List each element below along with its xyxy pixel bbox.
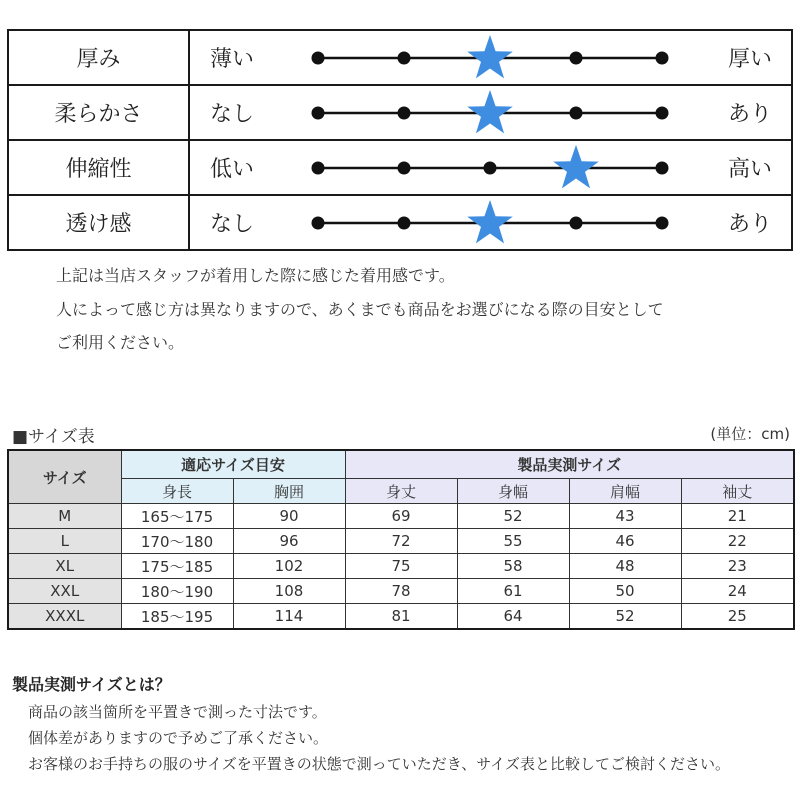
scale-dot [398,107,411,120]
table-cell: 25 [681,604,794,630]
table-cell: 43 [569,504,681,529]
feel-row-sheerness [9,196,791,249]
table-cell: 185〜195 [121,604,233,630]
scale-dot [398,217,411,230]
feel-row-stretch [9,141,791,194]
table-cell: 114 [233,604,345,630]
table-cell: 78 [345,579,457,604]
scale-dot [656,162,669,175]
star-icon [553,145,599,188]
table-cell: 69 [345,504,457,529]
scale-dot [656,107,669,120]
star-icon [467,200,513,243]
table-cell: 72 [345,529,457,554]
table-cell: 102 [233,554,345,579]
column-header: 身丈 [345,479,457,504]
size-table-unit: (単位：cm) [710,425,790,443]
table-cell: 170〜180 [121,529,233,554]
feel-table [7,29,793,251]
table-cell: 58 [457,554,569,579]
table-row [8,579,794,604]
column-header: 袖丈 [681,479,794,504]
scale-dot [656,217,669,230]
scale-dot [656,52,669,65]
feel-high-label: 厚い [727,47,772,72]
feel-high-label: 高い [727,157,772,182]
table-row [8,529,794,554]
star-icon [467,35,513,78]
column-header: 身長 [121,479,233,504]
table-cell: 61 [457,579,569,604]
feel-low-label: 薄い [210,47,255,72]
size-cell: L [8,529,121,554]
table-cell: 24 [681,579,794,604]
feel-scale [9,196,791,249]
feel-low-label: なし [210,102,255,127]
table-cell: 108 [233,579,345,604]
table-row [8,504,794,529]
feel-low-label: 低い [210,157,255,182]
explain-title: 製品実測サイズとは？ [12,675,171,694]
table-row [8,604,794,630]
note-line: 人によって感じ方は異なりますので、あくまでも商品をお選びになる際の目安として [56,300,664,319]
table-cell: 75 [345,554,457,579]
table-cell: 180〜190 [121,579,233,604]
scale-dot [398,52,411,65]
feel-high-label: あり [727,102,772,127]
scale-dot [570,217,583,230]
size-table-title: ■サイズ表 [12,427,95,447]
size-cell: XXXL [8,604,121,630]
note-line: ご利用ください。 [56,333,185,352]
feel-scale [9,31,791,84]
scale-dot [570,52,583,65]
table-cell: 175〜185 [121,554,233,579]
column-header: 肩幅 [569,479,681,504]
table-cell: 96 [233,529,345,554]
table-cell: 46 [569,529,681,554]
explain-line: お客様のお手持ちの服のサイズを平置きの状態で測っていただき、サイズ表と比較してご検討ください。 [28,755,731,773]
group-header-measured: 製品実測サイズ [345,450,794,479]
table-cell: 90 [233,504,345,529]
feel-label: 透け感 [65,212,132,237]
feel-row-thickness [9,31,791,84]
table-cell: 81 [345,604,457,630]
feel-label: 柔らかさ [54,102,143,127]
table-cell: 55 [457,529,569,554]
scale-dot [312,217,325,230]
table-cell: 21 [681,504,794,529]
feel-row-softness [9,86,791,139]
size-header: サイズ [8,450,121,504]
table-cell: 48 [569,554,681,579]
table-cell: 23 [681,554,794,579]
size-cell: XL [8,554,121,579]
feel-label: 厚み [76,47,121,72]
feel-scale [9,86,791,139]
explain-line: 個体差がありますので予めご了承ください。 [28,729,329,747]
table-cell: 52 [569,604,681,630]
feel-label: 伸縮性 [65,157,132,182]
size-table [7,449,795,630]
group-header-fit: 適応サイズ目安 [121,450,345,479]
table-cell: 50 [569,579,681,604]
feel-low-label: なし [210,212,255,237]
feel-scale [9,141,791,194]
note-line: 上記は当店スタッフが着用した際に感じた着用感です。 [56,266,455,285]
scale-dot [484,162,497,175]
scale-dot [312,162,325,175]
table-cell: 52 [457,504,569,529]
star-icon [467,90,513,133]
scale-dot [312,107,325,120]
table-cell: 64 [457,604,569,630]
table-cell: 165〜175 [121,504,233,529]
size-cell: M [8,504,121,529]
column-header: 胸囲 [233,479,345,504]
size-cell: XXL [8,579,121,604]
scale-dot [312,52,325,65]
table-row [8,554,794,579]
explain-line: 商品の該当箇所を平置きで測った寸法です。 [28,703,327,721]
feel-high-label: あり [727,212,772,237]
table-cell: 22 [681,529,794,554]
scale-dot [570,107,583,120]
column-header: 身幅 [457,479,569,504]
scale-dot [398,162,411,175]
